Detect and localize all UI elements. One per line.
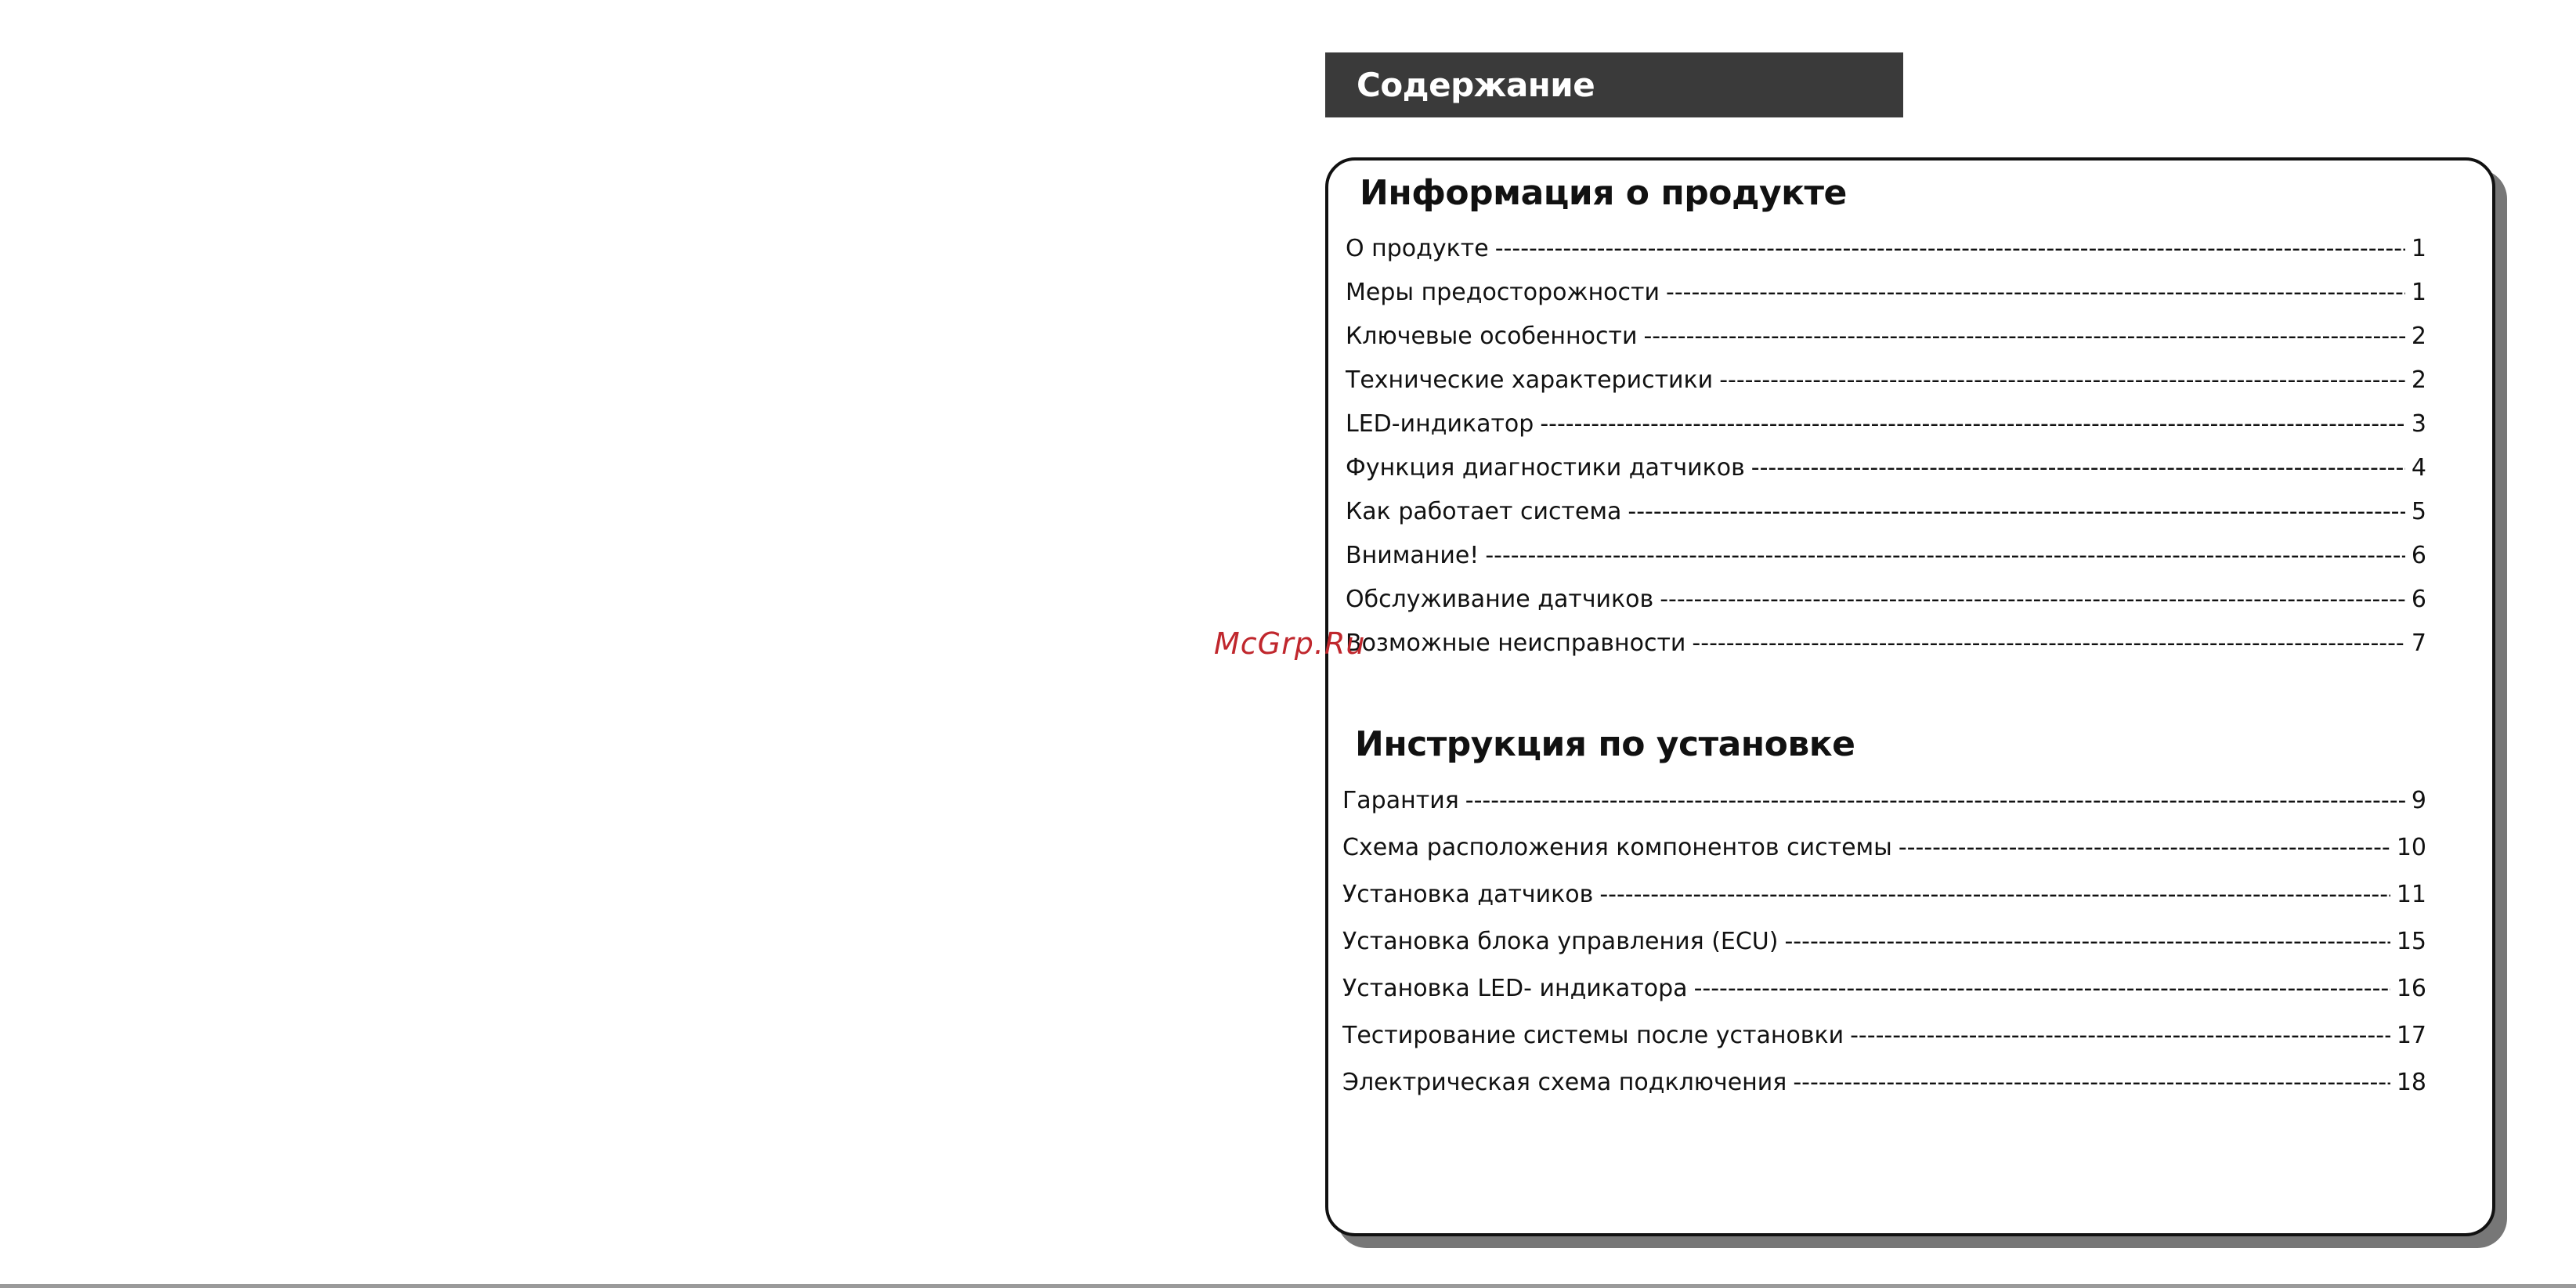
toc-item-label: Как работает система — [1346, 498, 1622, 525]
toc-item[interactable] — [1346, 498, 2426, 542]
toc-item[interactable] — [1346, 586, 2426, 630]
toc-leader-dots — [1666, 279, 2405, 306]
toc-item[interactable] — [1346, 454, 2426, 498]
toc-item-label: Меры предосторожности — [1346, 279, 1660, 306]
toc-leader-dots — [1793, 1069, 2390, 1096]
toc-leader-dots — [1751, 454, 2405, 482]
toc-item-label: Установка LED- индикатора — [1342, 975, 1688, 1002]
watermark-text: McGrp.Ru — [1214, 626, 1366, 661]
toc-leader-dots — [1692, 630, 2404, 657]
section-heading-product-info: Информация о продукте — [1360, 173, 1847, 213]
toc-item-label: Электрическая схема подключения — [1342, 1069, 1787, 1096]
toc-item[interactable] — [1342, 1022, 2426, 1069]
toc-item[interactable] — [1346, 279, 2426, 323]
toc-item[interactable] — [1346, 542, 2426, 586]
toc-leader-dots — [1660, 586, 2405, 613]
toc-item-page: 5 — [2411, 498, 2426, 525]
toc-item-page: 6 — [2411, 542, 2426, 569]
toc-item[interactable] — [1346, 630, 2426, 673]
toc-item-page: 17 — [2396, 1022, 2426, 1049]
toc-list-installation — [1342, 787, 2426, 1116]
toc-item-page: 1 — [2411, 235, 2426, 262]
toc-item[interactable] — [1342, 881, 2426, 928]
toc-leader-dots — [1850, 1022, 2390, 1049]
toc-item-label: LED-индикатор — [1346, 410, 1534, 438]
toc-item-label: Схема расположения компонентов системы — [1342, 834, 1892, 861]
section-heading-installation: Инструкция по установке — [1355, 724, 1855, 764]
toc-item[interactable] — [1342, 928, 2426, 975]
toc-item-page: 2 — [2411, 366, 2426, 394]
toc-item-label: Технические характеристики — [1346, 366, 1714, 394]
toc-leader-dots — [1599, 881, 2390, 908]
toc-leader-dots — [1465, 787, 2405, 814]
toc-leader-dots — [1540, 410, 2405, 438]
toc-item-label: Установка датчиков — [1342, 881, 1594, 908]
toc-list-product-info — [1346, 235, 2426, 673]
toc-item[interactable] — [1346, 410, 2426, 454]
toc-item-page: 4 — [2411, 454, 2426, 482]
toc-item-page: 9 — [2411, 787, 2426, 814]
toc-item-label: Ключевые особенности — [1346, 323, 1638, 350]
toc-item-page: 1 — [2411, 279, 2426, 306]
toc-item[interactable] — [1342, 834, 2426, 881]
toc-item-page: 18 — [2396, 1069, 2426, 1096]
toc-item[interactable] — [1346, 366, 2426, 410]
toc-leader-dots — [1495, 235, 2405, 262]
toc-item-label: Установка блока управления (ECU) — [1342, 928, 1779, 955]
toc-item-page: 10 — [2396, 834, 2426, 861]
toc-item-label: Тестирование системы после установки — [1342, 1022, 1844, 1049]
toc-leader-dots — [1899, 834, 2390, 861]
toc-item-page: 2 — [2411, 323, 2426, 350]
page-bottom-edge — [0, 1284, 2576, 1288]
toc-item-page: 6 — [2411, 586, 2426, 613]
toc-leader-dots — [1784, 928, 2390, 955]
toc-item-label: Функция диагностики датчиков — [1346, 454, 1745, 482]
toc-item-page: 16 — [2396, 975, 2426, 1002]
toc-leader-dots — [1485, 542, 2405, 569]
toc-item-label: Гарантия — [1342, 787, 1459, 814]
toc-item-label: Внимание! — [1346, 542, 1479, 569]
contents-header-bar — [1325, 52, 1903, 117]
toc-item[interactable] — [1346, 235, 2426, 279]
toc-item-label: О продукте — [1346, 235, 1489, 262]
toc-leader-dots — [1628, 498, 2405, 525]
toc-leader-dots — [1694, 975, 2390, 1002]
contents-title: Содержание — [1357, 65, 1595, 104]
toc-item[interactable] — [1342, 787, 2426, 834]
toc-item[interactable] — [1342, 1069, 2426, 1116]
toc-item-page: 3 — [2411, 410, 2426, 438]
toc-item-page: 7 — [2411, 630, 2426, 657]
toc-item-label: Обслуживание датчиков — [1346, 586, 1654, 613]
toc-leader-dots — [1643, 323, 2404, 350]
toc-item-label: Возможные неисправности — [1346, 630, 1686, 657]
toc-leader-dots — [1719, 366, 2405, 394]
toc-item[interactable] — [1342, 975, 2426, 1022]
toc-item-page: 15 — [2396, 928, 2426, 955]
toc-item-page: 11 — [2396, 881, 2426, 908]
toc-item[interactable] — [1346, 323, 2426, 366]
